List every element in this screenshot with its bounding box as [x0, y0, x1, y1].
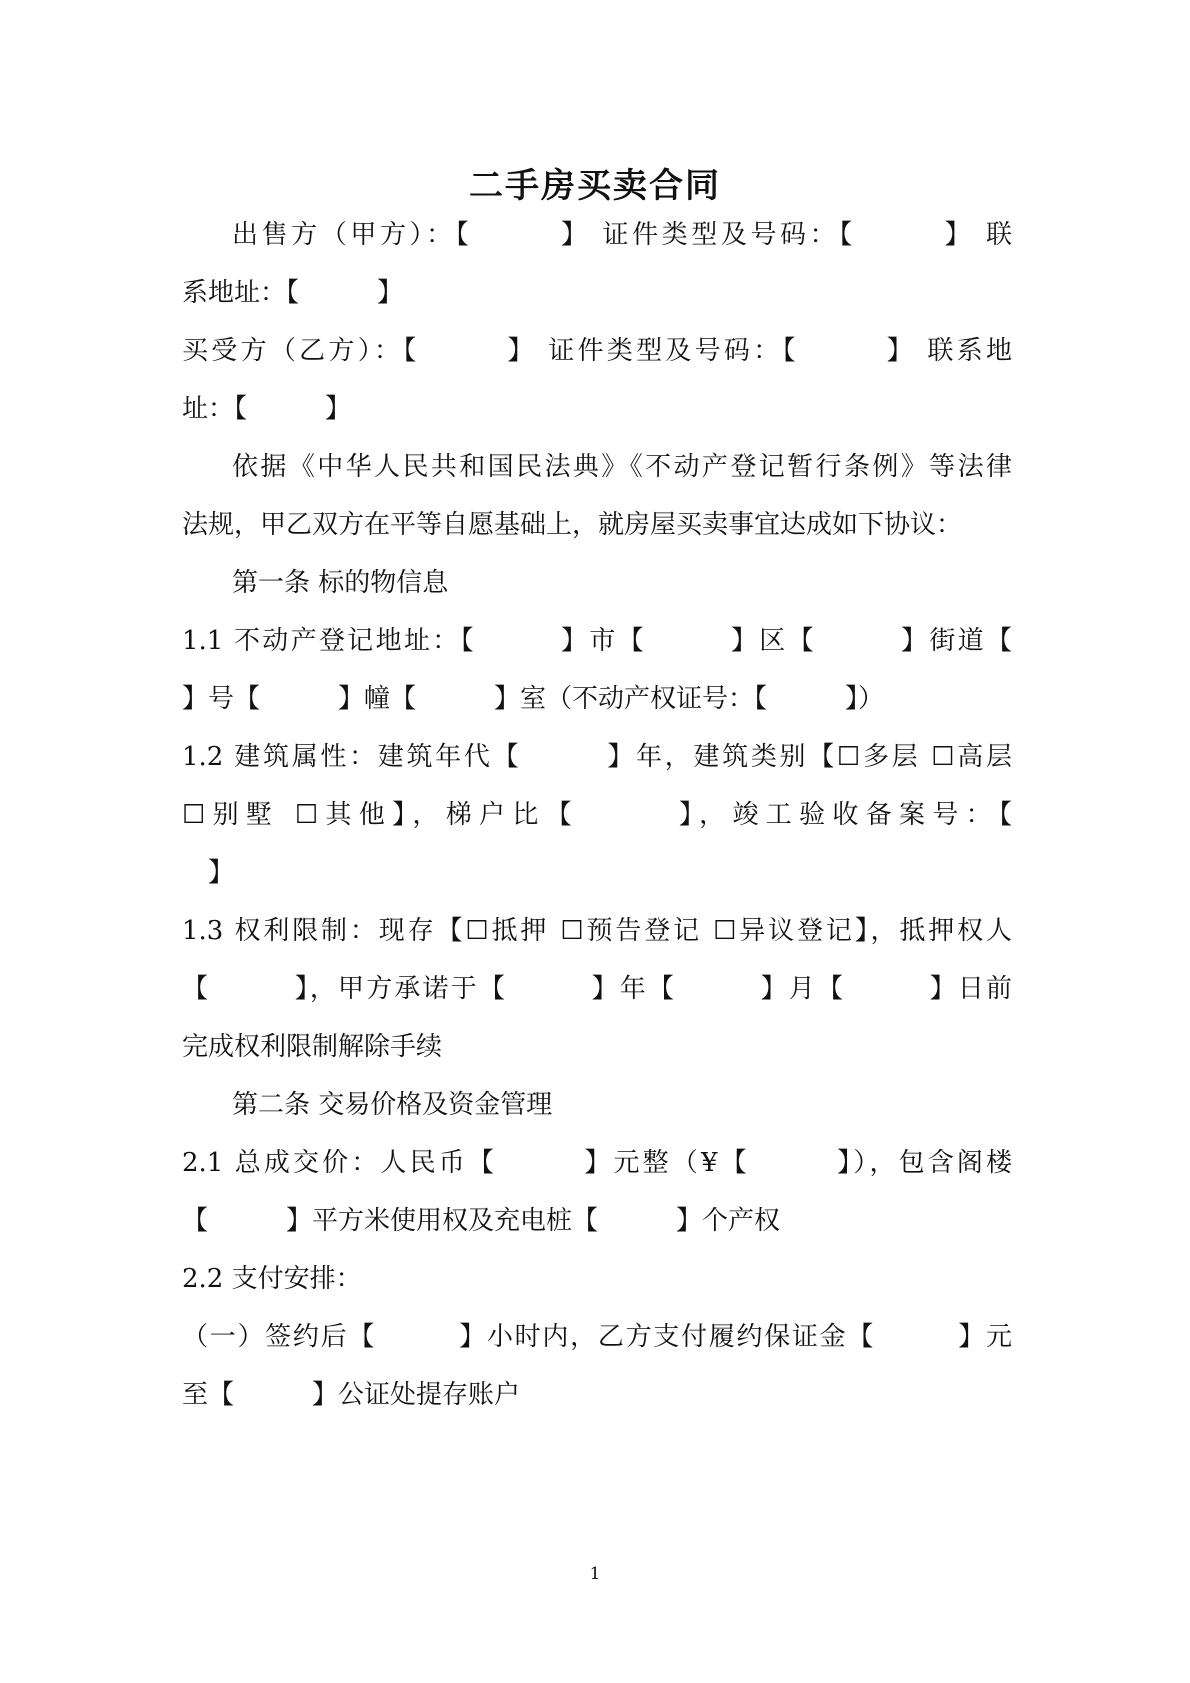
preamble-line-1: 依据《中华人民共和国民法典》《不动产登记暂行条例》等法律 — [232, 452, 1012, 482]
clause-2-2-item-1-line-1: （一）签约后【 】小时内，乙方支付履约保证金【 】元 — [182, 1322, 1012, 1352]
clause-2-1-line-1: 2.1 总成交价：人民币【 】元整（¥【 】），包含阁楼 — [182, 1148, 1012, 1178]
buyer-line-2: 址：【 】 — [182, 394, 352, 424]
buyer-line-1: 买受方（乙方）：【 】 证件类型及号码：【 】 联系地 — [182, 336, 1012, 366]
document-title: 二手房买卖合同 — [469, 166, 721, 206]
clause-1-2-line-2: ☐别墅 ☐其他】，梯户比【 】，竣工验收备案号：【 — [182, 800, 1012, 830]
clause-2-2-item-1-line-2: 至【 】公证处提存账户 — [182, 1380, 521, 1410]
clause-1-3-line-2: 【 】，甲方承诺于【 】年【 】月【 】日前 — [182, 974, 1012, 1004]
page-number: 1 — [589, 1564, 601, 1584]
clause-2-2-heading: 2.2 支付安排： — [182, 1264, 362, 1294]
article-2-heading: 第二条 交易价格及资金管理 — [232, 1090, 553, 1120]
article-1-heading: 第一条 标的物信息 — [232, 568, 449, 598]
clause-2-1-line-2: 【 】平方米使用权及充电桩【 】个产权 — [182, 1206, 781, 1236]
clause-1-1-line-1: 1.1 不动产登记地址：【 】市【 】区【 】街道【 — [182, 626, 1012, 656]
clause-1-1-line-2: 】号【 】幢【 】室（不动产权证号：【 】） — [182, 684, 885, 714]
preamble-line-2: 法规，甲乙双方在平等自愿基础上，就房屋买卖事宜达成如下协议： — [182, 510, 963, 540]
clause-1-3-line-3: 完成权利限制解除手续 — [182, 1032, 443, 1062]
clause-1-2-line-3: 】 — [208, 858, 235, 888]
clause-1-3-line-1: 1.3 权利限制：现存【☐抵押 ☐预告登记 ☐异议登记】，抵押权人 — [182, 916, 1012, 946]
seller-line-1: 出售方（甲方）：【 】 证件类型及号码：【 】 联 — [232, 220, 1012, 250]
seller-line-2: 系地址：【 】 — [182, 278, 404, 308]
clause-1-2-line-1: 1.2 建筑属性：建筑年代【 】年，建筑类别【☐多层 ☐高层 — [182, 742, 1012, 772]
